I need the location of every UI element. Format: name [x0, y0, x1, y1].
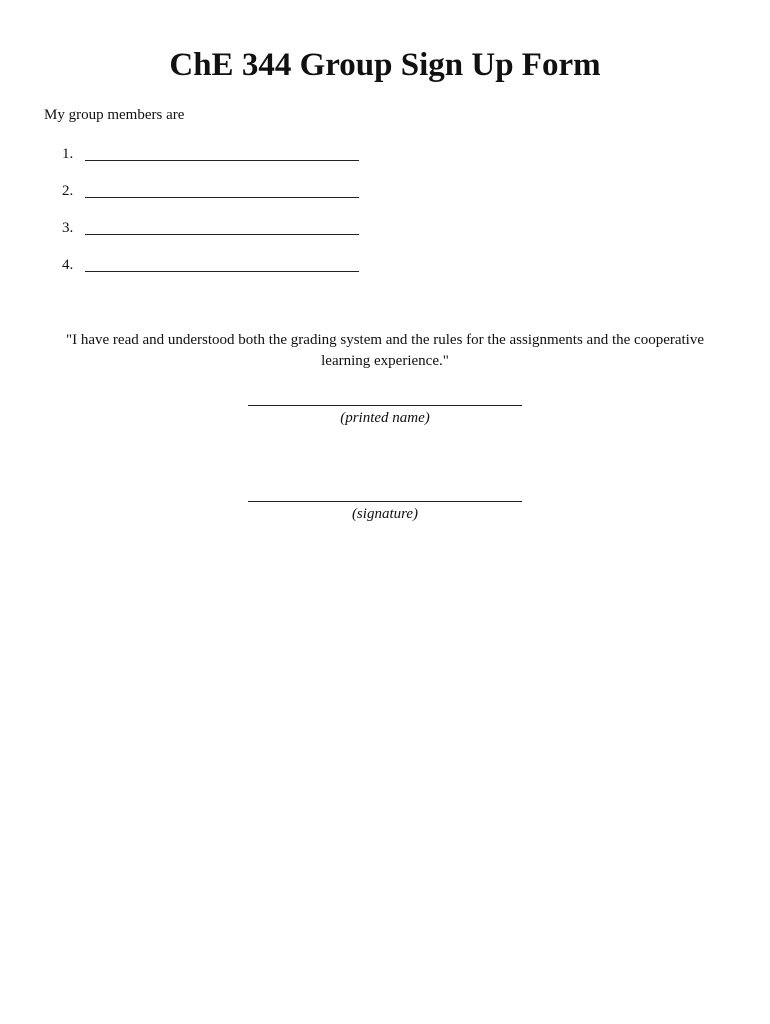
member-number: 1.: [62, 146, 74, 162]
signature-blank[interactable]: [248, 501, 522, 502]
group-member-list: [62, 143, 359, 291]
member-name-blank[interactable]: [85, 254, 359, 272]
page-title: ChE 344 Group Sign Up Form: [169, 47, 601, 83]
member-entry-2: [62, 180, 359, 217]
agreement-statement: "I have read and understood both the grading system and the rules for the assignments and the cooperative learning experience.": [65, 332, 705, 369]
member-number: 3.: [62, 220, 74, 236]
signature-block: [0, 501, 770, 524]
member-name-blank[interactable]: [85, 143, 359, 161]
member-entry-3: [62, 217, 359, 254]
member-name-blank[interactable]: [85, 180, 359, 198]
signature-caption: (signature): [351, 506, 419, 522]
printed-name-block: [0, 405, 770, 428]
member-number: 4.: [62, 257, 74, 273]
member-number: 2.: [62, 183, 74, 199]
group-members-intro: My group members are: [44, 107, 185, 123]
member-entry-4: [62, 254, 359, 291]
printed-name-caption: (printed name): [340, 410, 430, 426]
member-name-blank[interactable]: [85, 217, 359, 235]
member-entry-1: [62, 143, 359, 180]
printed-name-blank[interactable]: [248, 405, 522, 406]
